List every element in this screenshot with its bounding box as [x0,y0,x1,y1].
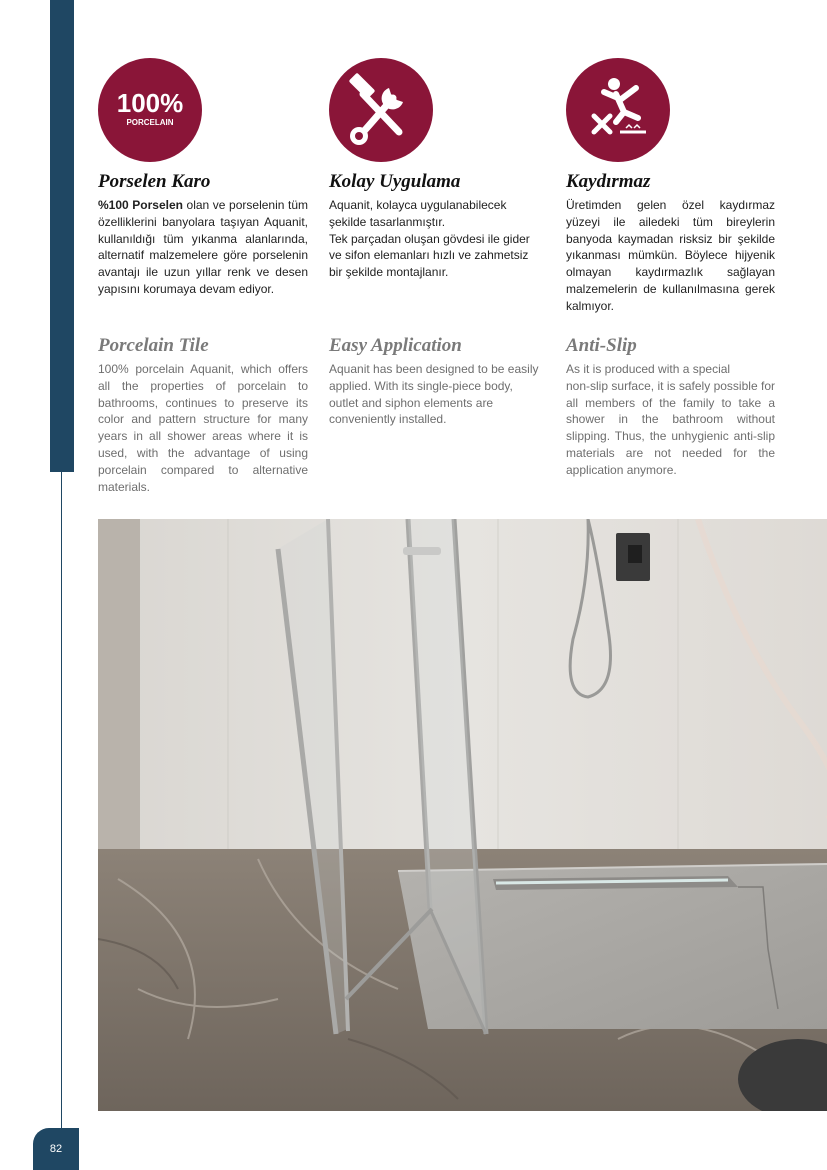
feature-title-tr: Kolay Uygulama [329,171,461,192]
icon-small-text: PORCELAIN [126,118,174,127]
side-accent-bar [50,0,74,472]
anti-slip-icon [566,58,670,162]
icon-big-text: 100% [116,88,184,118]
porcelain-100-icon [98,58,202,162]
side-accent-line [61,472,62,1128]
feature-title-en: Porcelain Tile [98,335,209,356]
shower-product-photo [98,519,827,1111]
body-text: olan ve porselenin tüm özelliklerini banyolara taşıyan Aquanit, kullanıldığı tüm yıkanma alanlarında, alternatif malzemelere göre porselenin avantajı ile uzun yıllar renk ve desen yapısını korumaya devam ediyor. [98,198,309,296]
feature-body-en: 100% porcelain Aquanit, which offers all the properties of porcelain to bathrooms, continues to preserve its color and pattern structure for many years in all shower areas where it is used, with the advantage of using porcelain compared to alternative materials. [98,362,308,494]
feature-body-tr: Üretimden gelen özel kaydırmaz yüzeyi ile ailedeki tüm bireylerin banyoda kaymadan risksiz bir şekilde yıkanması mümkün. Böylece hijyenik olmayan kaydırmazlık sağlayan malzemelerin de kullanılmasına gerek kalmıyor. [566,198,775,313]
feature-title-en: Anti-Slip [566,335,637,356]
tools-icon [329,58,433,162]
page-number: 82 [33,1128,79,1170]
body-bold: %100 Porselen [98,198,183,212]
feature-title-tr: Porselen Karo [98,171,211,192]
feature-title-tr: Kaydırmaz [566,171,651,192]
body-paragraph-2: Tek parçadan oluşan gövdesi ile gider ve sifon elemanları hızlı ve zahmetsiz bir şekilde montajlanır. [329,231,530,280]
body-paragraph-2: non-slip surface, it is safely possible for all members of the family to take a shower in the bathroom without slipping. Thus, the unhygienic anti-slip materials are not needed for the application anymore. [566,378,775,477]
feature-title-en: Easy Application [329,335,462,356]
body-paragraph-1: Aquanit, kolayca uygulanabilecek şekilde tasarlanmıştır. [329,198,507,229]
feature-body-tr [98,197,308,298]
feature-body-en: Aquanit has been designed to be easily applied. With its single-piece body, outlet and siphon elements are conveniently installed. [329,362,539,427]
body-paragraph-1: As it is produced with a special [566,362,731,376]
feature-body-tr [329,197,539,281]
feature-body-en [566,361,775,479]
